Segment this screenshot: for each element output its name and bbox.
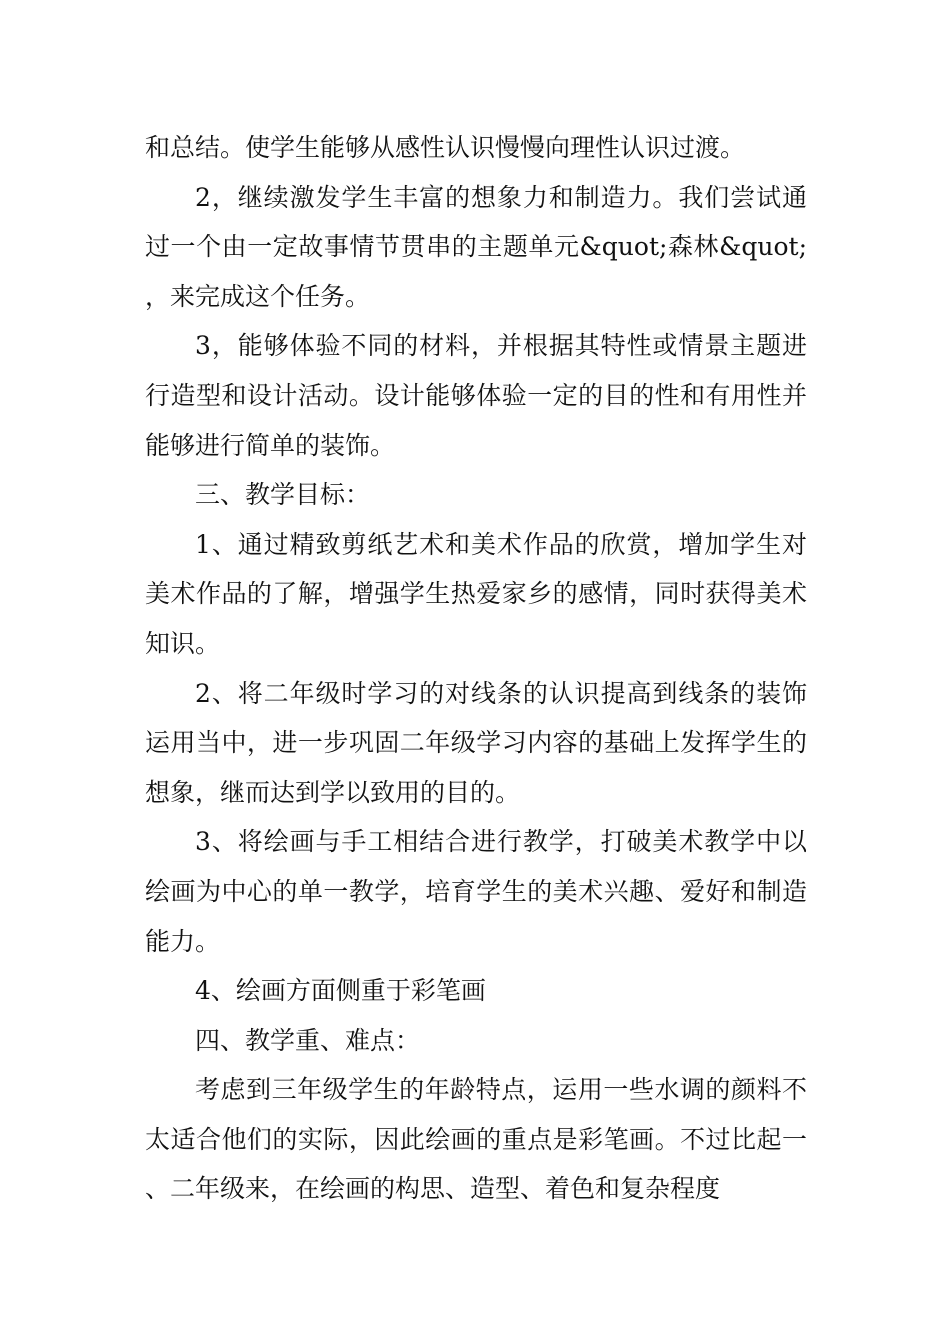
paragraph-1: 和总结。使学生能够从感性认识慢慢向理性认识过渡。 bbox=[145, 133, 746, 162]
paragraph-2: 2，继续激发学生丰富的想象力和制造力。我们尝试通过一个由一定故事情节贯串的主题单元&quot;森林&quot;，来完成这个任务。 bbox=[145, 182, 807, 311]
paragraph-goal-3: 3、将绘画与手工相结合进行教学，打破美术教学中以绘画为中心的单一教学，培育学生的美术兴趣、爱好和制造能力。 bbox=[145, 827, 807, 956]
paragraph-goal-1: 1、通过精致剪纸艺术和美术作品的欣赏，增加学生对美术作品的了解，增强学生热爱家乡的感情，同时获得美术知识。 bbox=[145, 529, 807, 658]
paragraph-goal-2: 2、将二年级时学习的对线条的认识提高到线条的装饰运用当中，进一步巩固二年级学习内容的基础上发挥学生的想象，继而达到学以致用的目的。 bbox=[145, 678, 807, 807]
section-heading-teaching-goals: 三、教学目标： bbox=[195, 480, 371, 510]
paragraph-3: 3，能够体验不同的材料，并根据其特性或情景主题进行造型和设计活动。设计能够体验一定的目的性和有用性并能够进行简单的装饰。 bbox=[145, 331, 807, 460]
document-body bbox=[145, 123, 807, 1214]
paragraph-goal-4: 4、绘画方面侧重于彩笔画 bbox=[195, 976, 486, 1006]
section-heading-key-points: 四、教学重、难点： bbox=[195, 1025, 421, 1055]
paragraph-key-points: 考虑到三年级学生的年龄特点，运用一些水调的颜料不太适合他们的实际，因此绘画的重点是彩笔画。不过比起一、二年级来，在绘画的构思、造型、着色和复杂程度 bbox=[145, 1075, 807, 1204]
